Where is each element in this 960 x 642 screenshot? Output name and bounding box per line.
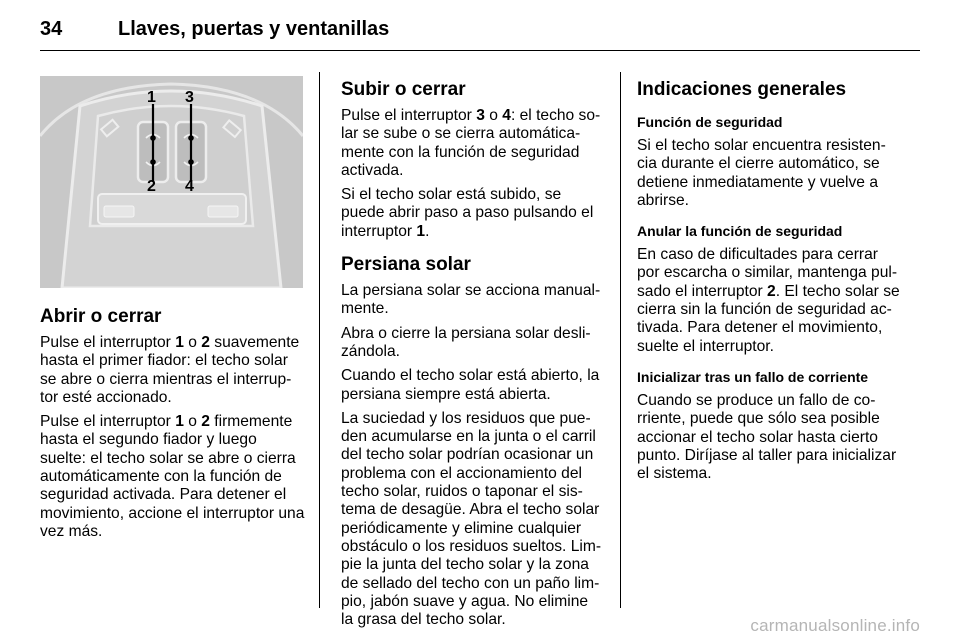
page-header <box>40 14 920 51</box>
safety-function-block <box>637 113 903 210</box>
column-1 <box>40 306 305 547</box>
paragraph: Si el techo solar está subido, se puede abrir paso a paso pulsando el interruptor 1. <box>341 186 594 240</box>
column-3 <box>637 79 903 495</box>
column-2 <box>341 79 603 635</box>
page-number: 34 <box>40 18 63 40</box>
subheading-anular-funcion: Anular la función de seguridad <box>637 223 843 240</box>
watermark: carmanualsonline.info <box>750 616 920 635</box>
subheading-funcion-seguridad: Función de seguridad <box>637 114 783 130</box>
column-divider <box>319 72 320 608</box>
heading-indicaciones-generales: Indicaciones generales <box>637 79 847 100</box>
heading-abrir-cerrar: Abrir o cerrar <box>40 306 162 327</box>
paragraph: Cuando se produce un fallo de co-rriente, puede que sólo sea posible accionar el techo solar hasta cierto punto. Diríjase al taller para inicializar el sistema. <box>637 391 897 483</box>
initialize-block <box>637 368 903 483</box>
paragraph: Pulse el interruptor 1 o 2 suavemente hasta el primer fiador: el techo solar se abre o cierra mientras el interrup-tor esté accionado. <box>40 334 300 406</box>
paragraph: Si el techo solar encuentra resisten-cia durante el cierre automático, se detiene inmediatamente y vuelve a abrirse. <box>637 137 886 209</box>
sunroof-switch-figure <box>40 76 303 288</box>
paragraph: Cuando el techo solar está abierto, la persiana siempre está abierta. <box>341 367 600 403</box>
subheading-inicializar: Inicializar tras un fallo de corriente <box>637 368 869 385</box>
callout-label-2: 2 <box>147 178 156 195</box>
column-divider <box>620 72 621 608</box>
heading-subir-cerrar: Subir o cerrar <box>341 79 466 100</box>
paragraph: La persiana solar se acciona manual-mente. <box>341 282 601 318</box>
sunroof-switch-illustration <box>40 76 303 288</box>
override-safety-block <box>637 222 903 356</box>
paragraph: Abra o cierre la persiana solar desli-zándola. <box>341 324 591 360</box>
heading-persiana-solar: Persiana solar <box>341 254 471 276</box>
paragraph: Pulse el interruptor 3 o 4: el techo so-lar se sube o se cierra automática-mente con la función de seguridad activada. <box>341 107 601 179</box>
paragraph: La suciedad y los residuos que pue-den acumularse en la junta o el carril del techo solar podrían ocasionar un problema con el accionamiento del techo solar, ruidos o taponar el sis-tema de desagüe. Abra el techo solar periódicamente y elimine cualquier obstáculo o los residuos sueltos. Lim-pie la junta del techo solar y la zona de sellado del techo con un paño lim-pio, jabón suave y agua. No elimine la grasa del techo solar. <box>341 409 602 629</box>
paragraph: Pulse el interruptor 1 o 2 firmemente hasta el segundo fiador y luego suelte: el techo solar se abre o cierra automáticamente con la función de seguridad activada. Para detener el movimiento, accione el interruptor una vez más. <box>40 413 305 540</box>
callout-label-4: 4 <box>185 178 194 195</box>
paragraph: En caso de dificultades para cerrar por escarcha o similar, mantenga pul-sado el interruptor 2. El techo solar se cierra sin la función de seguridad ac-tivada. Para detener el movimiento, suelte el interruptor. <box>637 246 900 355</box>
callout-label-1: 1 <box>147 89 156 106</box>
callout-label-3: 3 <box>185 89 194 106</box>
page-title: Llaves, puertas y ventanillas <box>118 18 390 40</box>
